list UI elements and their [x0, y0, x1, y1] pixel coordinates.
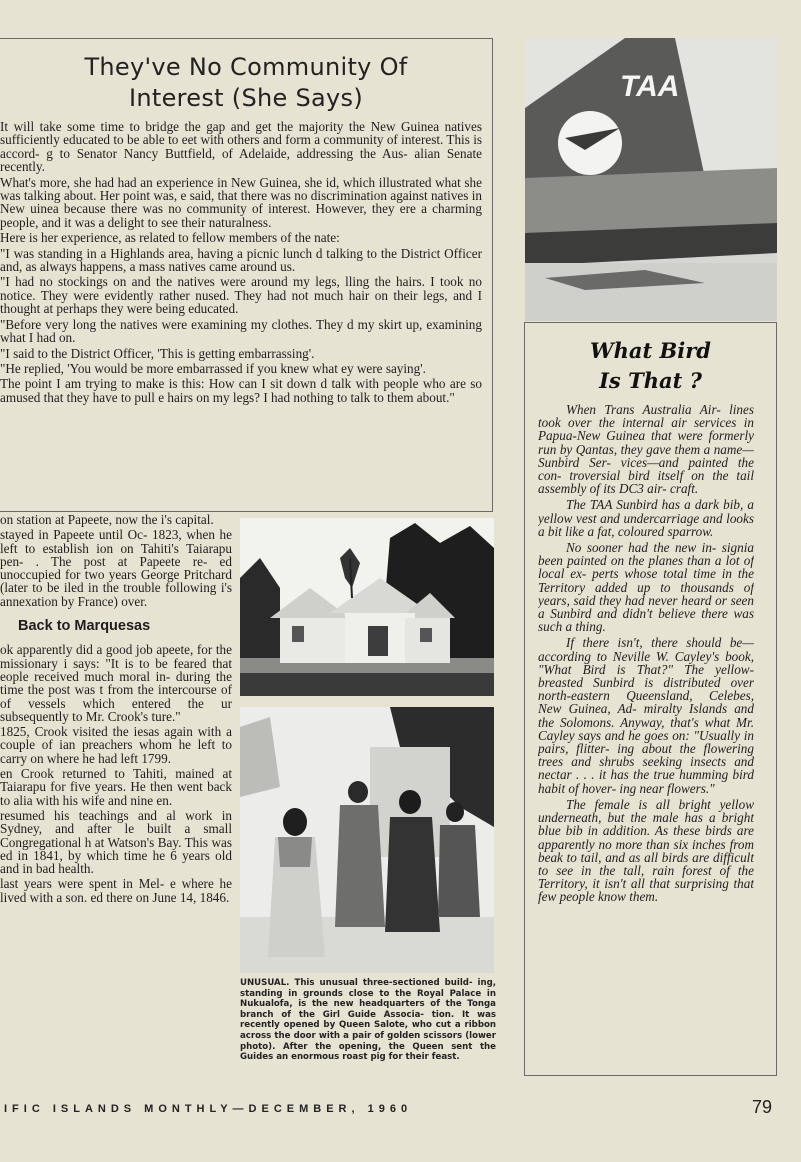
magazine-footer: IFIC ISLANDS MONTHLY—DECEMBER, 1960: [4, 1103, 413, 1115]
paragraph: ok apparently did a good job apeete, for the missionary i says: "It is to be feared that eople received much moral in- during the time the post was t from the intercourse of of vessels which entered the ur subsequently to Mr. Crook's ture.": [0, 642, 232, 724]
paragraph: No sooner had the new in- signia been painted on the planes than a lot of local ex- perts whose total time in the Territory added up to thousands of years, said they had never heard or seen a Sunbird and didn't believe there was such a thing.: [538, 540, 754, 635]
paragraph: The female is all bright yellow underneath, but the male has a bright blue bib in addition. As these birds are apparently no more than six inches from beak to tail, and as all birds are difficult to see in the tall, rain forest of the Territory, it isn't all that surprising that few people know them.: [538, 796, 754, 905]
paragraph: Here is her experience, as related to fellow members of the nate:: [0, 230, 340, 246]
article-body-bird: [538, 403, 754, 907]
paragraph: stayed in Papeete until Oc- 1823, when he left to establish ion on Tahiti's Taiarapu pen- . The post at Papeete re- ed unoccupied for two years George Pritchard (later to be iled in the trouble following i's annexation by France) over.: [0, 527, 232, 609]
paragraph: The TAA Sunbird has a dark bib, a yellow vest and undercarriage and looks a bit like a fat, coloured sparrow.: [538, 497, 754, 539]
page-number: 79: [752, 1097, 773, 1117]
paragraph: on station at Papeete, now the i's capital.: [0, 513, 214, 527]
queen-ribbon-photo: [240, 707, 494, 973]
photo-caption: UNUSUAL. This unusual three-sectioned build- ing, standing in grounds close to the Royal Palace in Nukualofa, is the new headquarters of the Tonga branch of the Girl Guide Associa- tion. It was recently opened by Queen Salote, who cut a ribbon across the door with a pair of golden scissors (lower photo). After the opening, the Queen sent the Guides an enormous roast pig for their feast.: [240, 978, 496, 1063]
paragraph: "I said to the District Officer, 'This is getting embarrassing'.: [0, 345, 315, 361]
paragraph: "Before very long the natives were examining my clothes. They d my skirt up, examining what I had on.: [0, 316, 482, 346]
paragraph: en Crook returned to Tahiti, mained at Taiarapu for five years. He then went back to alia with his wife and nine en.: [0, 766, 232, 808]
plane-tail-lettering: TAA: [620, 70, 680, 103]
article-title: [0, 52, 492, 114]
paragraph: The point I am trying to make is this: How can I sit down d talk with people who are so amused that they have to pull e hairs on my legs? I had nothing to talk to them about.": [0, 376, 482, 405]
bird-title-line1: What Bird: [590, 338, 711, 363]
paragraph: If there isn't, there should be—according to Neville W. Cayley's book, "What Bird is That?" The yellow-breasted Sunbird is distributed over north-eastern Queensland, Celebes, New Guinea, Ad- miralty Islands and the Solomons. Anyway, that's what Mr. Cayley says and he goes on: "Usually in pairs, flitter- ing about the flowering trees and shrubs seeking insects and nectar . . . it has the true humming bird habit of hover- ing near flowers.": [538, 635, 754, 796]
paragraph: 1825, Crook visited the iesas again with a couple of ian preachers whom he left to carry on where he had left 1799.: [0, 724, 232, 766]
section-subhead: Back to Marquesas: [18, 618, 151, 635]
article-title-line1: They've No Community Of: [84, 53, 408, 81]
article-body-crook: [0, 513, 232, 906]
paragraph: last years were spent in Mel- e where he lived with a son. ed there on June 14, 1846.: [0, 876, 232, 905]
paragraph: "I had no stockings on and the natives were around my legs, lling the hairs. I took no notice. They were evidently rather nused. They had not much hair on their legs, and I thought at perhaps they were being educated.: [0, 274, 482, 317]
article-body-community: [0, 120, 482, 406]
paragraph: When Trans Australia Air- lines took over the internal air services in Papua-New Guinea that were formerly run by Qantas, they gave them a name—Sunbird Ser- vices—and painted the con- troversial bird itself on the tail assembly of its DC3 air- craft.: [538, 403, 754, 497]
bird-title-line2: Is That ?: [599, 368, 702, 393]
paragraph: What's more, she had had an experience in New Guinea, she id, which illustrated what she was talking about. Her point was, e said, that there was no discrimination against natives in New uinea because there was no community of interest. However, they ere a charming people, and it was a delight to see their naturalness.: [0, 174, 482, 230]
paragraph: resumed his teachings and al work in Sydney, and after le built a small Congregational h at Watson's Bay. This was ed in 1841, by which time he 6 years old and in bad health.: [0, 807, 232, 877]
taa-aircraft-tail-photo: [525, 38, 777, 321]
bird-article-title: [524, 336, 777, 396]
article-title-line2: Interest (She Says): [128, 84, 364, 112]
paragraph: "He replied, 'You would be more embarrassed if you knew what ey were saying'.: [0, 360, 426, 376]
paragraph: "I was standing in a Highlands area, having a picnic lunch d talking to the District Officer and, as always happens, a mass natives came around us.: [0, 245, 482, 275]
guide-headquarters-photo: [240, 518, 494, 696]
paragraph: It will take some time to bridge the gap and get the majority the New Guinea natives sufficiently educated to be able to eet with others and form a community of interest. This is accord- g to Senator Nancy Buttfield, of Adelaide, addressing the Aus- alian Senate recently.: [0, 120, 482, 175]
